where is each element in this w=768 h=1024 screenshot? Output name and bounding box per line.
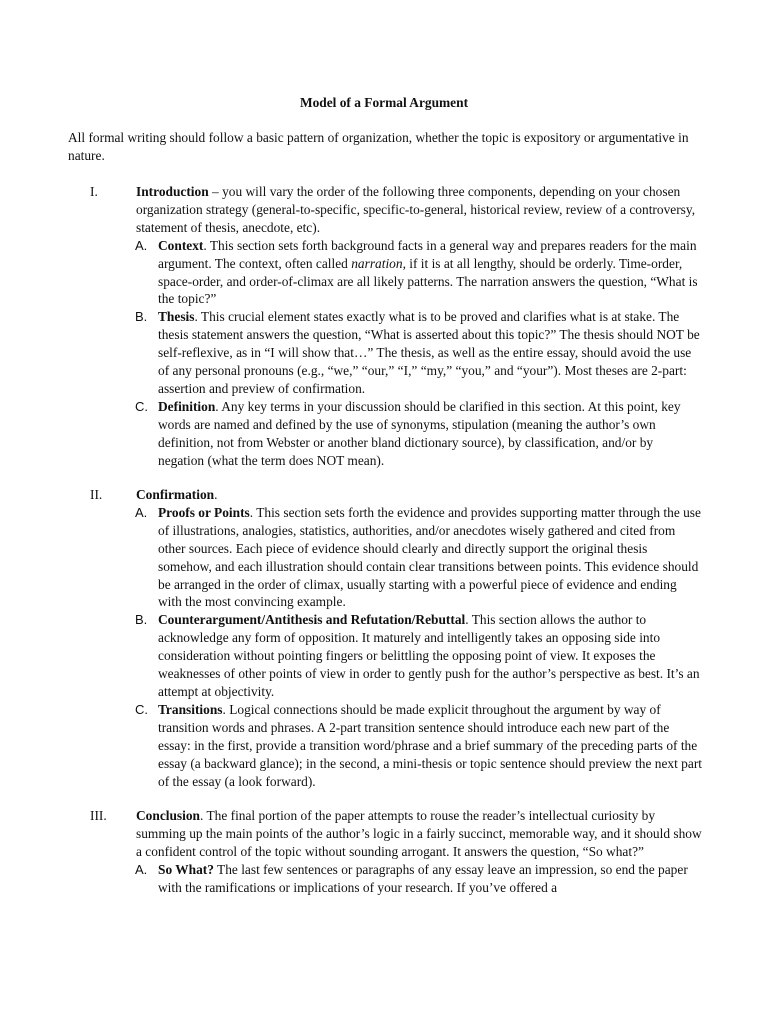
subsection-context	[136, 237, 702, 309]
page-title: Model of a Formal Argument	[299, 95, 469, 110]
section-numeral: I.	[90, 184, 98, 199]
section-lead-text: – you will vary the order of the following three components, depending on your chosen organization strategy (general-to-specific, specific-to-general, historical review, review of a controversy, statement of thesis, anecdote, etc).	[136, 184, 696, 235]
subsection-text-part: . This section sets forth the evidence and provides supporting matter through the use of illustrations, analogies, statistics, authorities, and/or anecdotes wisely gathered and cited from other sources. Each piece of evidence should clearly and directly support the original thesis somehow, and each illustration should contain clear transitions between points. This evidence should be arranged in the order of climax, usually starting with a powerful piece of evidence and ending with the most convincing example.	[158, 504, 701, 610]
section-numeral: III.	[90, 808, 107, 823]
subsection-text	[158, 398, 702, 470]
subsection-heading: So What?	[158, 861, 214, 877]
section-lead	[136, 183, 702, 237]
subsection-text	[158, 861, 702, 897]
intro-paragraph: All formal writing should follow a basic pattern of organization, whether the topic is expository or argumentative in nature.	[68, 130, 689, 163]
section-body	[136, 183, 702, 470]
subsection-text	[158, 611, 702, 701]
subsection-text	[158, 237, 702, 309]
subsection-letter: B.	[135, 612, 148, 628]
subsection-letter: B.	[135, 309, 148, 325]
subsection-transitions	[136, 701, 702, 791]
subsection-text-part: . This section allows the author to acknowledge any form of opposition. It maturely and intelligently takes an opposing side into consideration without pointing fingers or belittling the opposing point of view. It exposes the weaknesses of other points of view in order to gently push for the author’s perspective as best. It’s an attempt at objectivity.	[158, 612, 700, 699]
subsection-letter: A.	[135, 861, 148, 877]
subsection-text-part: , if it is at all lengthy, should be orderly. Time-order, space-order, and order-of-climax are all likely patterns. The narration answers the question, “What is the topic?”	[158, 255, 698, 307]
subsection-counterargument	[136, 611, 702, 701]
section-lead-text: .	[214, 487, 218, 502]
subsection-text-part: The last few sentences or paragraphs of any essay leave an impression, so end the paper with the ramifications or implications of your research. If you’ve offered a	[158, 861, 688, 895]
subsection-text	[158, 701, 702, 791]
subsection-heading: Counterargument/Antithesis and Refutation/Rebuttal	[158, 612, 466, 628]
section-heading: Introduction	[136, 184, 209, 199]
subsection-proofs	[136, 504, 702, 611]
subsection-definition	[136, 398, 702, 470]
subsection-heading: Thesis	[158, 309, 195, 325]
subsection-so-what	[136, 861, 702, 897]
subsection-letter: C.	[135, 398, 148, 414]
subsection-heading: Proofs or Points	[158, 504, 250, 520]
section-numeral: II.	[90, 487, 103, 502]
section-body	[136, 807, 702, 897]
section-body	[136, 486, 702, 790]
section-lead	[136, 486, 702, 504]
subsection-heading: Context	[158, 237, 204, 253]
subsection-italic-term: narration	[351, 255, 403, 271]
subsection-text-part: . Logical connections should be made explicit throughout the argument by way of transition words and phrases. A 2-part transition sentence should introduce each new part of the essay: in the first, provide a transition word/phrase and a brief summary of the preceding parts of the essay (a backward glance); in the second, a mini-thesis or topic sentence should preview the next part of the essay (a look forward).	[158, 701, 702, 789]
section-lead	[136, 807, 702, 861]
section-heading: Conclusion	[136, 808, 200, 823]
section-lead-text: . The final portion of the paper attempts to rouse the reader’s intellectual curiosity by summing up the main points of the author’s logic in a fairly succinct, memorable way, and it should show a confident control of the topic without sounding arrogant. It answers the question, “So what?”	[136, 808, 702, 859]
subsection-text	[158, 308, 702, 398]
subsection-letter: C.	[135, 701, 148, 717]
section-heading: Confirmation	[136, 487, 215, 502]
subsection-thesis	[136, 308, 702, 398]
subsection-text-part: . This crucial element states exactly what is to be proved and clarifies what is at stake. The thesis statement answers the question, “What is asserted about this topic?” The thesis should NOT be self-reflexive, as in “I will show that…” The thesis, as well as the entire essay, should avoid the use of any personal pronouns (e.g., “we,” “our,” “I,” “my,” “you,” and “your”). Most theses are 2-part: assertion and preview of confirmation.	[158, 309, 700, 396]
subsection-heading: Definition	[158, 398, 216, 414]
subsection-heading: Transitions	[158, 701, 223, 717]
subsection-text	[158, 504, 702, 611]
subsection-text-part: . Any key terms in your discussion should be clarified in this section. At this point, key words are named and defined by the use of synonyms, stipulation (meaning the author’s own definition, not from Webster or another bland dictionary source), by classification, and/or by negation (what the term does NOT mean).	[158, 398, 681, 468]
subsection-letter: A.	[135, 237, 148, 253]
subsection-letter: A.	[135, 504, 148, 520]
subsection-text-part: . This section sets forth background facts in a general way and prepares readers for the main argument. The context, often called	[158, 237, 697, 271]
